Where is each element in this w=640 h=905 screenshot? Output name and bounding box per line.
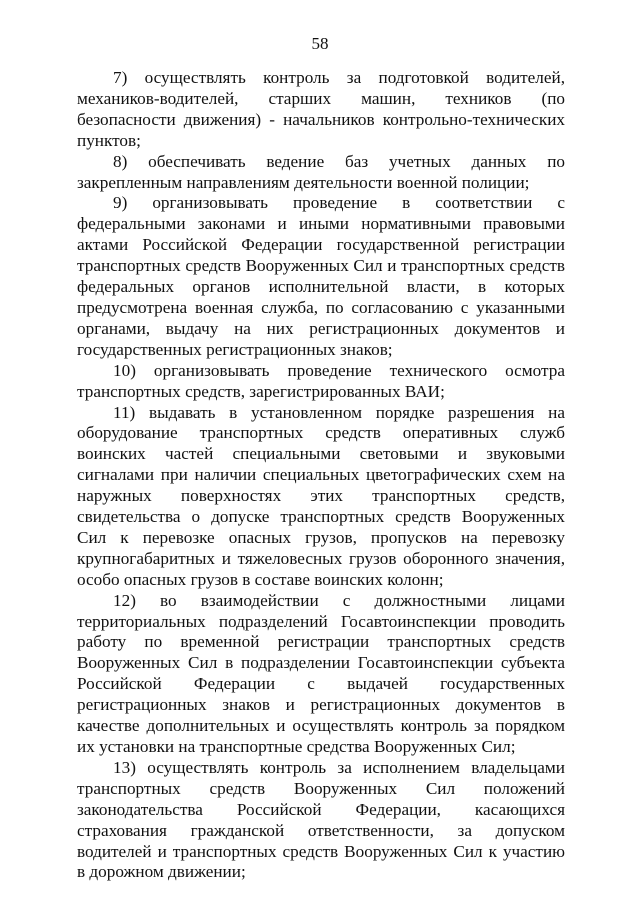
paragraph-item-10: 10) организовывать проведение технического осмотра транспортных средств, зарегистрированных ВАИ; <box>77 360 565 401</box>
paragraph-item-8: 8) обеспечивать ведение баз учетных данных по закрепленным направлениям деятельности военной полиции; <box>77 151 565 192</box>
paragraph-item-7: 7) осуществлять контроль за подготовкой водителей, механиков-водителей, старших машин, техников (по безопасности движения) - начальников контрольно-технических пунктов; <box>77 68 565 150</box>
paragraph-item-13: 13) осуществлять контроль за исполнением владельцами транспортных средств Вооруженных Сил положений законодательства Российской Федерации, касающихся страхования гражданской ответственности, за допуском водителей и транспортных средств Вооруженных Сил к участию в дорожном движении; <box>77 757 565 882</box>
page-number: 58 <box>311 34 329 53</box>
paragraph-item-12: 12) во взаимодействии с должностными лицами территориальных подразделений Госавтоинспекции проводить работу по временной регистрации транспортных средств Вооруженных Сил в подразделении Госавтоинспекции субъекта Российской Федерации с выдачей государственных регистрационных знаков и регистрационных документов в качестве дополнительных и осуществлять контроль за порядком их установки на транспортные средства Вооруженных Сил; <box>77 590 565 756</box>
paragraph-item-11: 11) выдавать в установленном порядке разрешения на оборудование транспортных средств оперативных служб воинских частей специальными световыми и звуковыми сигналами при наличии специальных цветографических схем на наружных поверхностях этих транспортных средств, свидетельства о допуске транспортных средств Вооруженных Сил к перевозке опасных грузов, пропусков на перевозку крупногабаритных и тяжеловесных грузов оборонного значения, особо опасных грузов в составе воинских колонн; <box>77 402 565 589</box>
document-body <box>77 68 565 883</box>
paragraph-item-9: 9) организовывать проведение в соответствии с федеральными законами и иными нормативными правовыми актами Российской Федерации государственной регистрации транспортных средств Вооруженных Сил и транспортных средств федеральных органов исполнительной власти, в которых предусмотрена военная служба, по согласованию с указанными органами, выдачу на них регистрационных документов и государственных регистрационных знаков; <box>77 193 565 359</box>
